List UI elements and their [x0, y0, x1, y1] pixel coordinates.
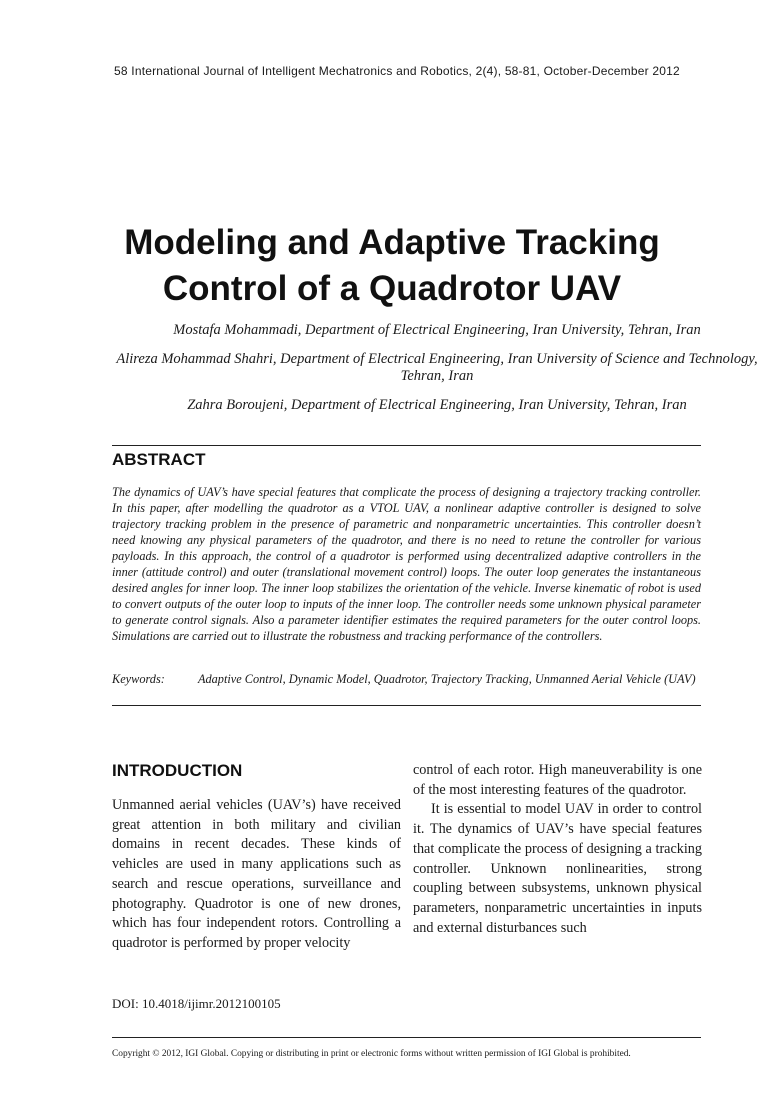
- copyright-notice: Copyright © 2012, IGI Global. Copying or distributing in print or electronic forms without written permission of IGI Global is prohibited.: [112, 1049, 631, 1059]
- author-affiliation-2: Alireza Mohammad Shahri, Department of Electrical Engineering, Iran University of Science and Technology, Tehran, Iran: [116, 351, 758, 384]
- footer-rule: [112, 1037, 701, 1038]
- author-affiliations: [110, 322, 764, 426]
- paper-title: Modeling and Adaptive Tracking Control of a Quadrotor UAV: [124, 223, 660, 308]
- abstract-bottom-rule: [112, 705, 701, 706]
- abstract-top-rule: [112, 445, 701, 446]
- intro-column-right: [413, 761, 702, 938]
- introduction-heading: INTRODUCTION: [112, 761, 243, 780]
- abstract-heading: ABSTRACT: [112, 450, 206, 469]
- author-affiliation-3: Zahra Boroujeni, Department of Electrical Engineering, Iran University, Tehran, Iran: [187, 397, 687, 413]
- intro-paragraph-3: It is essential to model UAV in order to control it. The dynamics of UAV’s have special features that complicate the process of designing a tracking controller. Unknown nonlinearities, strong coupling between subsystems, unknown physical parameters, nonparametric uncertainties in inputs and external disturbances such: [413, 801, 702, 936]
- keywords-label: Keywords:: [112, 672, 165, 686]
- keywords: [112, 671, 701, 687]
- intro-paragraph-1: Unmanned aerial vehicles (UAV’s) have received great attention in both military and civilian domains in recent decades. These kinds of vehicles are used in many applications such as search and rescue operations, surveillance and photography. Quadrotor is one of new drones, which has four independent rotors. Controlling a quadrotor is performed by proper velocity: [112, 797, 401, 951]
- keywords-list: Adaptive Control, Dynamic Model, Quadrotor, Trajectory Tracking, Unmanned Aerial Vehicle (UAV): [198, 672, 696, 686]
- running-head: 58 International Journal of Intelligent Mechatronics and Robotics, 2(4), 58-81, October-December 2012: [114, 64, 680, 78]
- doi: DOI: 10.4018/ijimr.2012100105: [112, 996, 281, 1011]
- author-affiliation-1: Mostafa Mohammadi, Department of Electrical Engineering, Iran University, Tehran, Iran: [173, 322, 701, 338]
- intro-column-left: [112, 796, 401, 954]
- intro-paragraph-2: control of each rotor. High maneuverability is one of the most interesting features of the quadrotor.: [413, 762, 702, 798]
- abstract-text: The dynamics of UAV’s have special features that complicate the process of designing a trajectory tracking controller. In this paper, after modelling the quadrotor as a VTOL UAV, a nonlinear adaptive controller is designed to solve trajectory tracking problem in the presence of parametric and nonparametric uncertainties. This controller doesn’t need knowing any physical parameters of the quadrotor, and there is no need to retune the controller for various payloads. In this approach, the control of a quadrotor is performed using decentralized adaptive controllers in the inner (attitude control) and outer (translational movement control) loops. The outer loop generates the instantaneous desired angles for inner loop. The inner loop stabilizes the orientation of the vehicle. Inverse kinematic of robot is used to convert outputs of the outer loop to inputs of the inner loop. The controller needs some unknown physical parameter to generate control signals. Also a parameter identifier estimates the required parameters for the outer control loops. Simulations are carried out to illustrate the robustness and tracking performance of the controllers.: [112, 485, 701, 643]
